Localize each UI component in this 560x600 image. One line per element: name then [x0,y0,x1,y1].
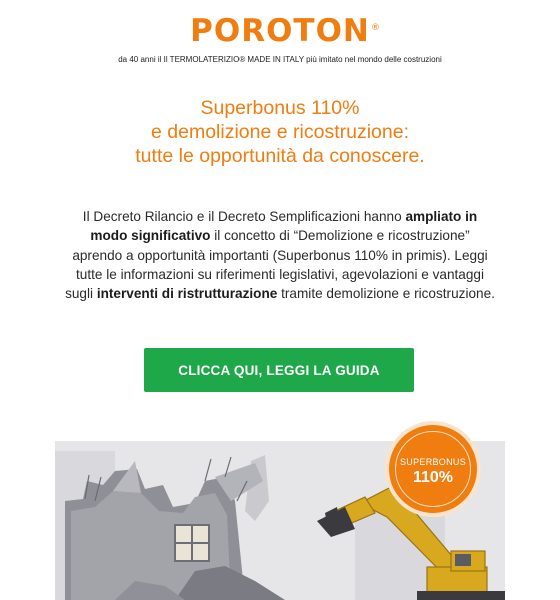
body-text-1: Il Decreto Rilancio e il Decreto Semplificazioni hanno [82,209,406,224]
headline-line-1: Superbonus 110% [200,97,360,119]
header [0,14,560,48]
headline [40,96,520,168]
body-text-2: il concetto di “Demolizione e ricostruzione” aprendo a opportunità importanti (Superbonus 110% in primis). Leggi tutte le informazioni su riferimenti legislativi, agevolazioni e vantaggi sugli [65,228,488,302]
superbonus-badge [389,425,477,513]
badge-label: SUPERBONUS [399,457,466,467]
headline-line-2: e demolizione e ricostruzione: [151,121,409,143]
tagline: da 40 anni il Il TERMOLATERIZIO® MADE IN ITALY più imitato nel mondo delle costruzioni [118,55,442,64]
body-text-3: tramite demolizione e ricostruzione. [277,286,495,302]
poroton-logo[interactable] [190,13,381,49]
building-window [175,525,209,561]
badge-value: 110% [412,469,454,486]
headline-line-3: tutte le opportunità da conoscere. [135,145,425,167]
body-paragraph [64,207,496,303]
registered-mark: ® [370,23,381,33]
read-guide-button[interactable]: CLICCA QUI, LEGGI LA GUIDA [144,348,414,392]
body-bold-1: ampliato in modo significativo [90,209,478,244]
logo-text: POROTON [190,13,370,49]
body-bold-2: interventi di ristrutturazione [96,286,278,302]
